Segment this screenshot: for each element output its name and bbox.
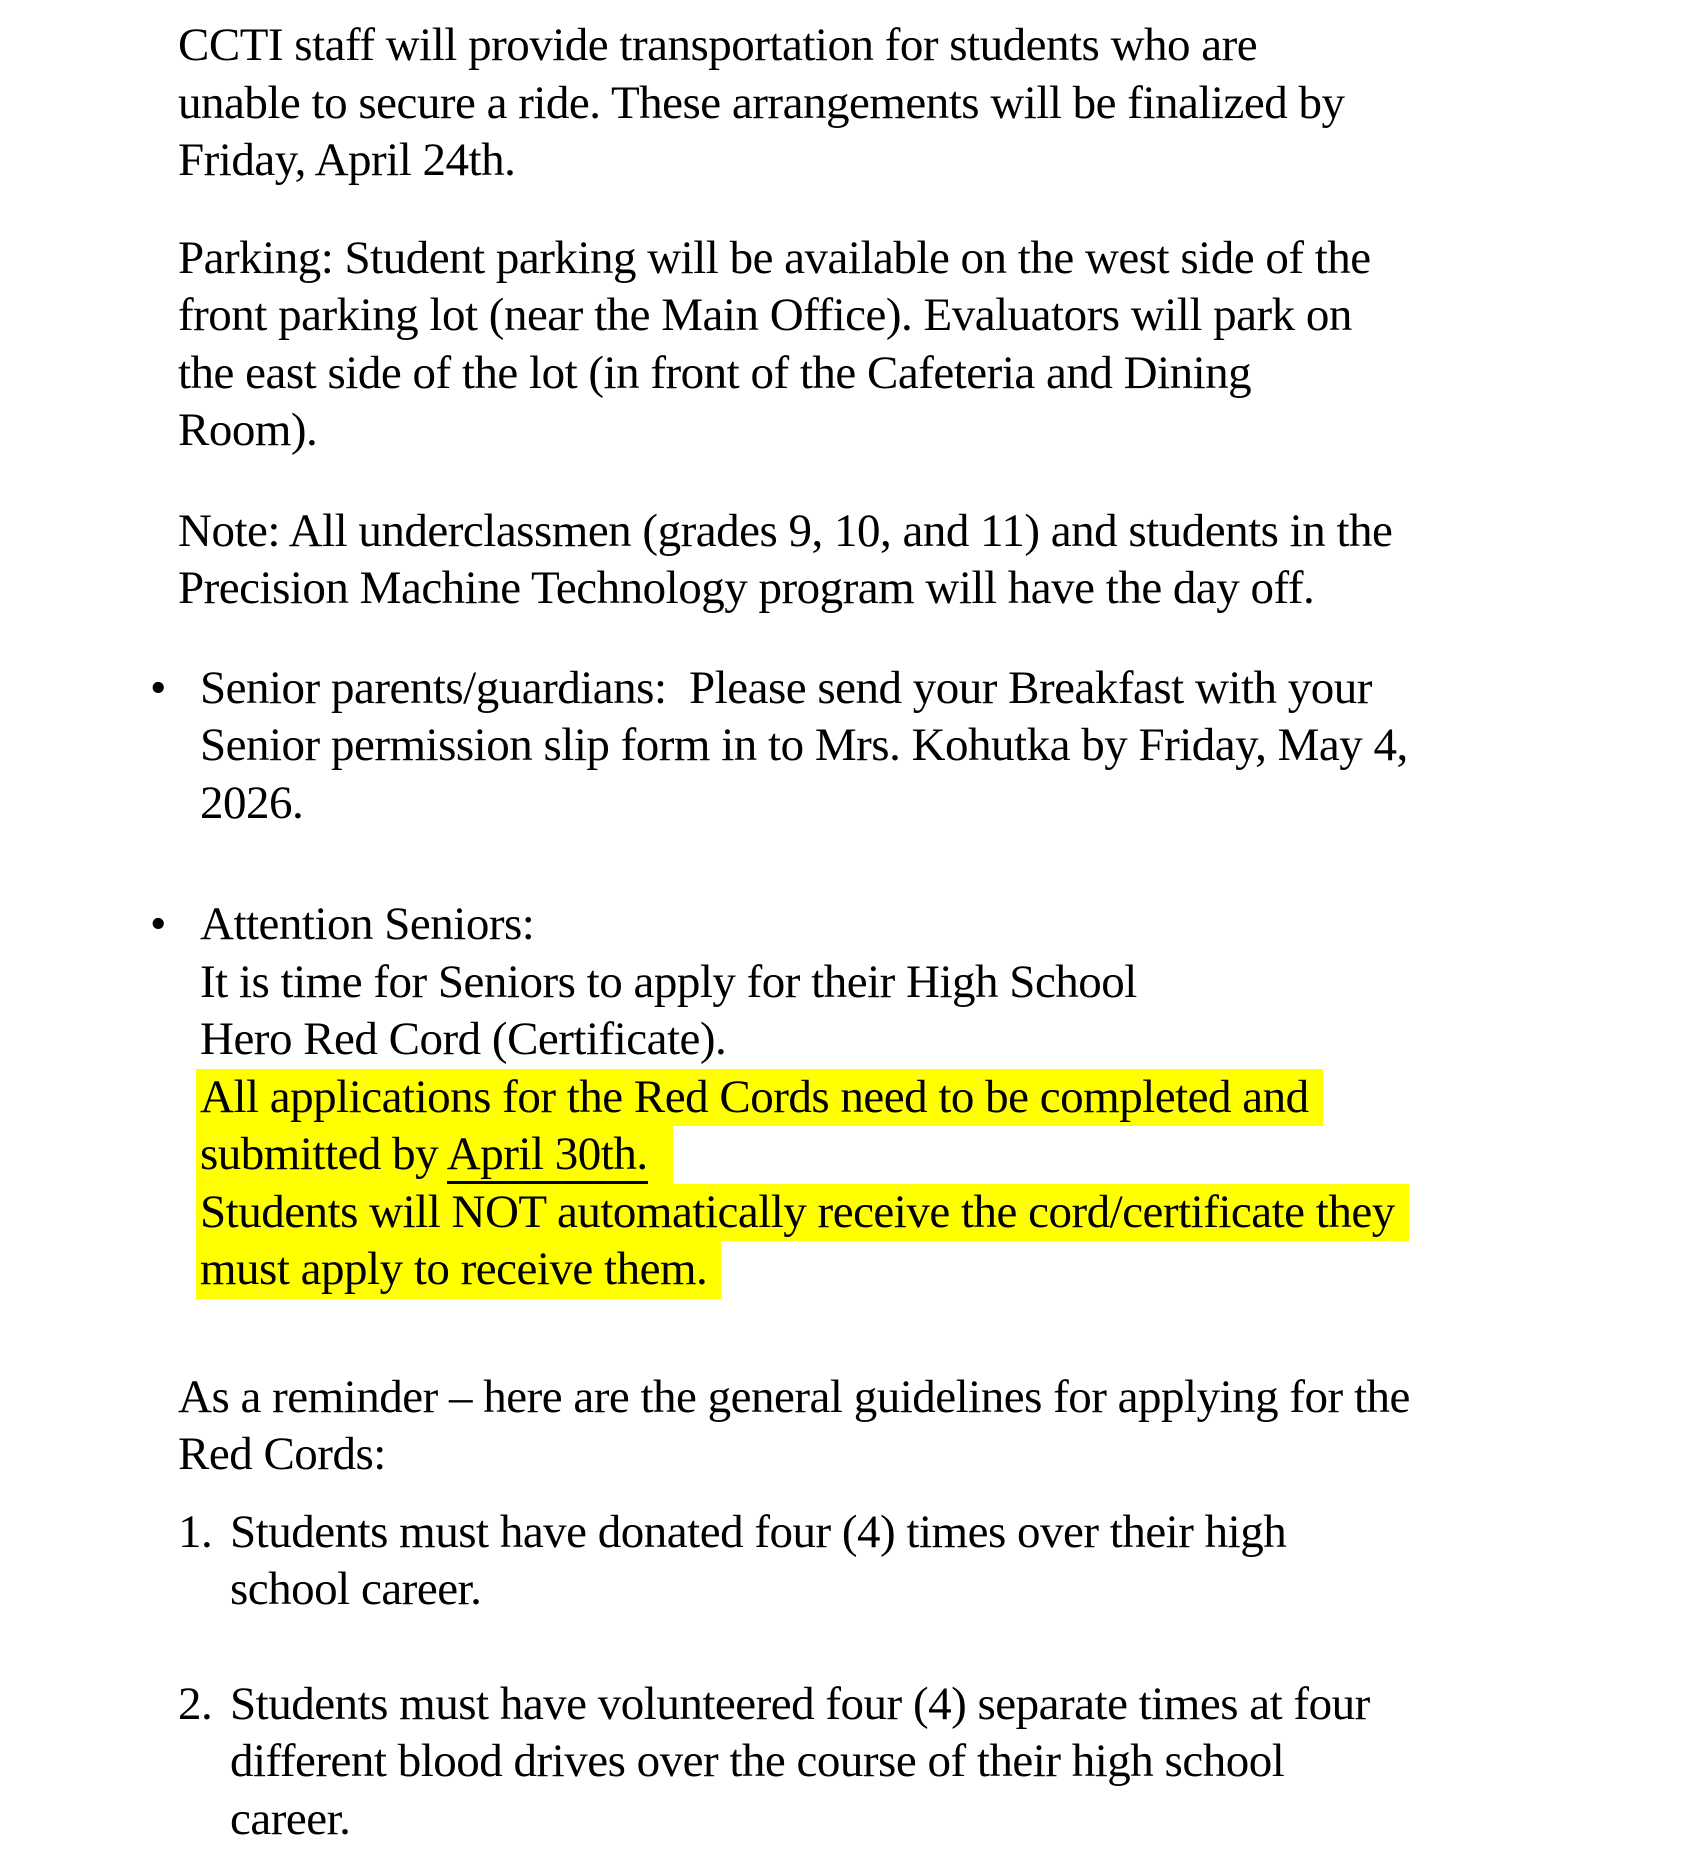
text-line: Friday, April 24th. (178, 134, 516, 186)
bullet-icon: • (150, 661, 166, 714)
text-line: Students must have donated four (4) times over their high (230, 1505, 1287, 1558)
bullet-item-breakfast (150, 660, 1675, 833)
text-line: Red Cords: (178, 1428, 386, 1480)
text-line: Note: All underclassmen (grades 9, 10, and 11) and students in the (178, 504, 1393, 557)
text-line: Hero Red Cord (Certificate). (200, 1013, 727, 1065)
text-line: different blood drives over the course of their high school (230, 1735, 1285, 1787)
paragraph-note (178, 503, 1675, 618)
highlighted-text: Students will NOT automatically receive the cord/certificate they (196, 1184, 1409, 1242)
highlighted-text (196, 1126, 673, 1184)
highlighted-text: must apply to receive them. (196, 1241, 721, 1299)
text-segment: submitted by (200, 1128, 447, 1180)
text-line: school career. (230, 1563, 482, 1615)
list-item-body (230, 1504, 1675, 1619)
list-number: 2. (178, 1677, 213, 1730)
text-segment (648, 1128, 659, 1180)
text-line: career. (230, 1792, 351, 1845)
text-line: Students must have volunteered four (4) separate times at four (230, 1677, 1370, 1730)
bullet-icon: • (150, 898, 166, 950)
list-number: 1. (178, 1505, 213, 1558)
text-line: unable to secure a ride. These arrangements will be finalized by (178, 76, 1345, 129)
list-item-donations (178, 1504, 1675, 1619)
text-line: Parking: Student parking will be available on the west side of the (178, 231, 1371, 284)
text-line: Attention Seniors: (200, 898, 535, 950)
bullet-item-body (200, 896, 1675, 1299)
paragraph-parking (178, 230, 1675, 460)
text-line: Precision Machine Technology program will have the day off. (178, 562, 1315, 614)
underlined-date: April 30th. (447, 1128, 648, 1185)
highlighted-line (200, 1184, 1675, 1242)
bullet-item-attention-seniors (150, 896, 1675, 1299)
highlighted-line (200, 1126, 1675, 1184)
text-line: CCTI staff will provide transportation for students who are (178, 19, 1258, 71)
highlighted-line (200, 1069, 1675, 1127)
text-line: As a reminder – here are the general guidelines for applying for the (178, 1370, 1410, 1423)
text-line: Senior permission slip form in to Mrs. Kohutka by Friday, May 4, (200, 719, 1408, 771)
text-line: Senior parents/guardians: Please send your Breakfast with your (200, 661, 1372, 714)
text-line: the east side of the lot (in front of the Cafeteria and Dining (178, 346, 1252, 399)
text-line: front parking lot (near the Main Office). Evaluators will park on (178, 289, 1352, 341)
text-line: 2026. (200, 776, 304, 829)
bullet-item-body (200, 660, 1675, 833)
text-line: It is time for Seniors to apply for their High School (200, 955, 1137, 1008)
text-line: Room). (178, 404, 318, 456)
paragraph-transportation (178, 17, 1675, 190)
list-item-volunteering (178, 1676, 1675, 1849)
highlighted-text: All applications for the Red Cords need to be completed and (196, 1069, 1323, 1127)
paragraph-reminder (178, 1369, 1675, 1484)
highlighted-line (200, 1241, 1675, 1299)
list-item-body (230, 1676, 1675, 1849)
